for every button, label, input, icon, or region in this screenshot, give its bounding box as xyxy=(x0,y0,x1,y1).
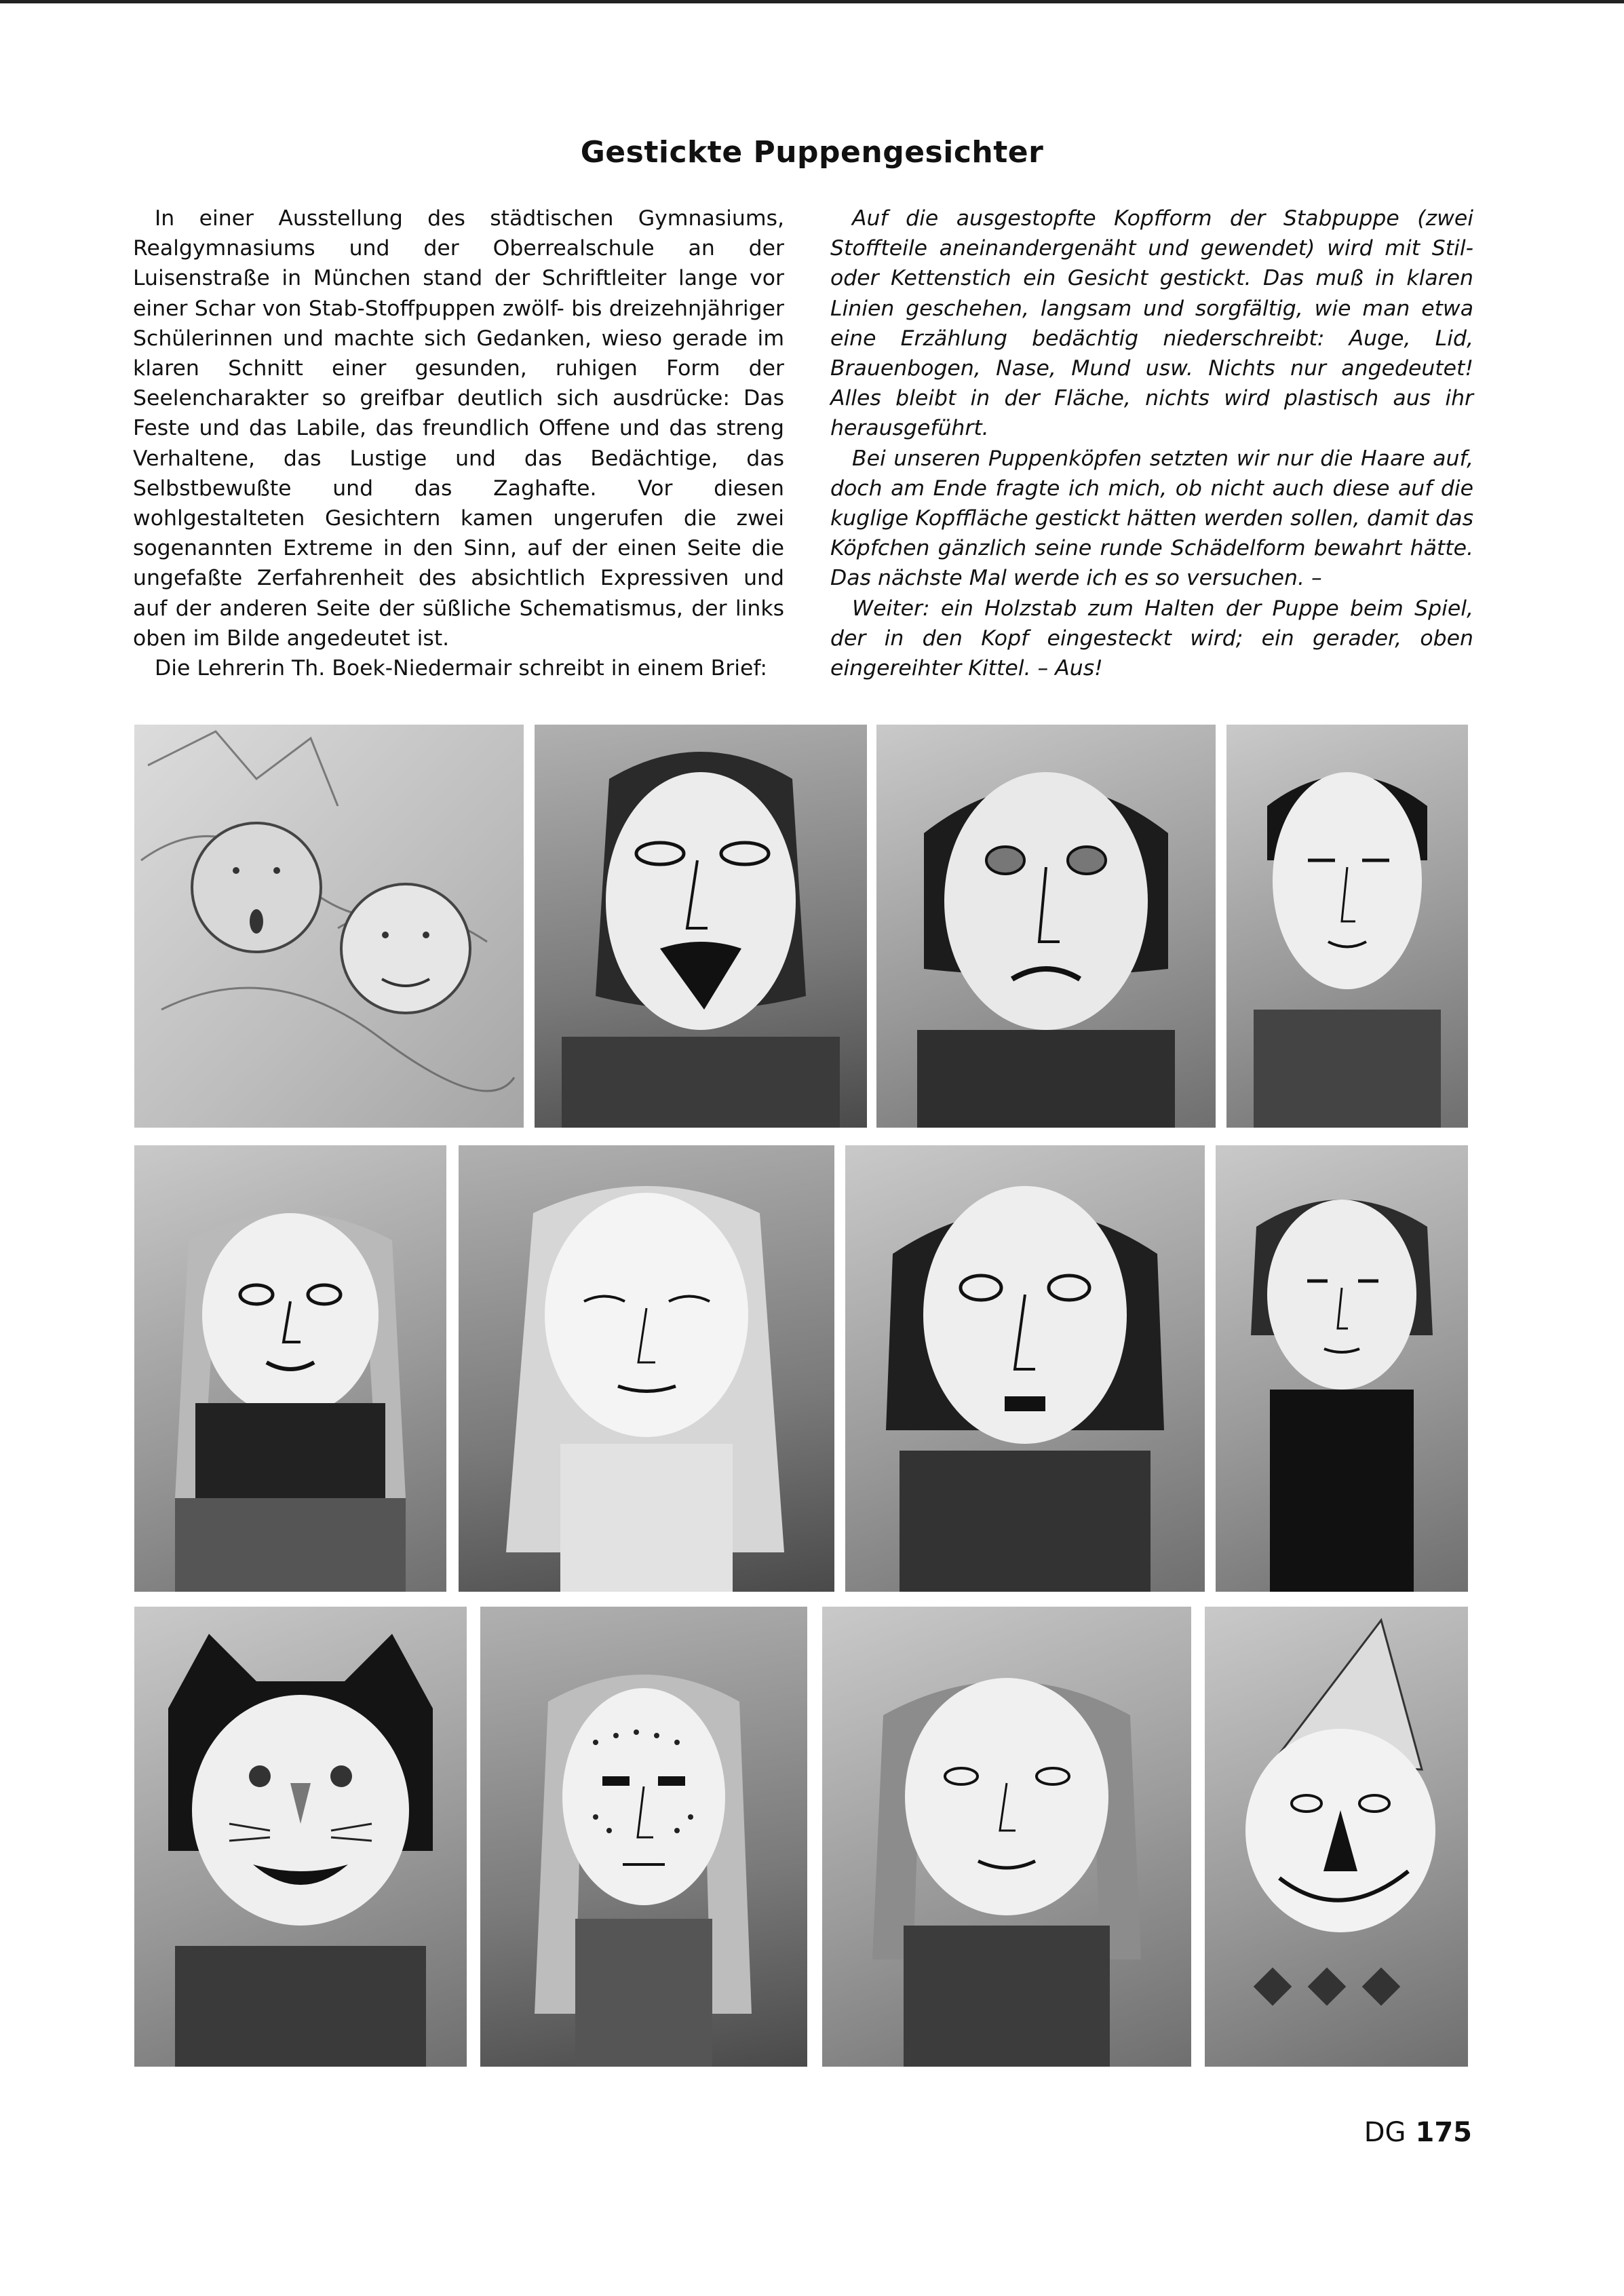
puppet-photo-grid xyxy=(134,725,1468,2067)
left-paragraph-1: In einer Ausstellung des städtischen Gymnasiums, Realgymnasiums und der Oberrealschule an der Luisenstraße in München stand der Schriftleiter lange vor einer Schar von Stab-Stoffpuppen zwölf- bis dreizehnjähriger Schülerinnen und machte sich Gedanken, wieso gerade im klaren Schnitt einer gesunden, ruhigen Form der Seelencharakter so greifbar deutlich sich ausdrücke: Das Feste und das Labile, das freundlich Offene und das streng Verhaltene, das Lustige und das Bedächtige, das Selbstbewußte und das Zaghafte. Vor diesen wohlgestalteten Gesichtern kamen ungerufen die zwei sogenannten Extreme in den Sinn, auf der einen Seite die ungefaßte Zerfahrenheit des absichtlich Expressiven und auf der anderen Seite der süßliche Schematismus, der links oben im Bilde angedeutet ist. xyxy=(133,206,784,651)
page-number: 175 xyxy=(1415,2117,1472,2148)
right-column xyxy=(830,204,1473,683)
photo-puppet-clown xyxy=(1205,1607,1468,2067)
photo-puppet-pale-girl xyxy=(459,1145,834,1592)
photo-puppet-wild-hair xyxy=(876,725,1216,1128)
right-paragraph-1: Auf die ausgestopfte Kopfform der Stabpuppe (zwei Stoffteile aneinandergenäht und gewendet) wird mit Stil- oder Kettenstich ein Gesicht gestickt. Das muß in klaren Linien geschehen, langsam und sorgfältig, wie man etwa eine Erzählung bedächtig niederschreibt: Auge, Lid, Brauenbogen, Nase, Mund usw. Nichts nur angedeutet! Alles bleibt in der Fläche, nichts wird plastisch aus ihr herausgeführt. xyxy=(830,206,1473,441)
right-paragraph-2: Bei unseren Puppenköpfen setzten wir nur die Haare auf, doch am Ende fragte ich mich, ob nicht auch diese auf die kuglige Kopffläche gestickt hätten werden sollen, damit das Köpfchen gänzlich seine runde Schädelform bewahrt hätte. Das nächste Mal werde ich es so versuchen. – xyxy=(830,446,1473,591)
journal-abbreviation: DG xyxy=(1364,2117,1406,2148)
page-title: Gestickte Puppengesichter xyxy=(580,135,1044,170)
left-column xyxy=(133,204,784,683)
photo-puppet-bearded xyxy=(535,725,867,1128)
photo-puppet-cat-face xyxy=(134,1607,467,2067)
photo-puppet-short-hair xyxy=(1226,725,1468,1128)
photo-puppet-braids xyxy=(134,1145,446,1592)
photo-puppet-freckles xyxy=(480,1607,807,2067)
left-paragraph-2: Die Lehrerin Th. Boek-Niedermair schreibt in einem Brief: xyxy=(155,656,767,681)
photo-puppet-curly-hair xyxy=(845,1145,1205,1592)
right-paragraph-3: Weiter: ein Holzstab zum Halten der Puppe beim Spiel, der in den Kopf eingesteckt wird; ein gerader, oben eingereihter Kittel. – Aus! xyxy=(830,596,1473,681)
photo-sketch-drawing xyxy=(134,725,524,1128)
page-footer xyxy=(1350,2117,1472,2148)
top-rule xyxy=(0,0,1624,3)
photo-puppet-smiling-girl xyxy=(822,1607,1191,2067)
photo-puppet-dark-dress xyxy=(1216,1145,1468,1592)
